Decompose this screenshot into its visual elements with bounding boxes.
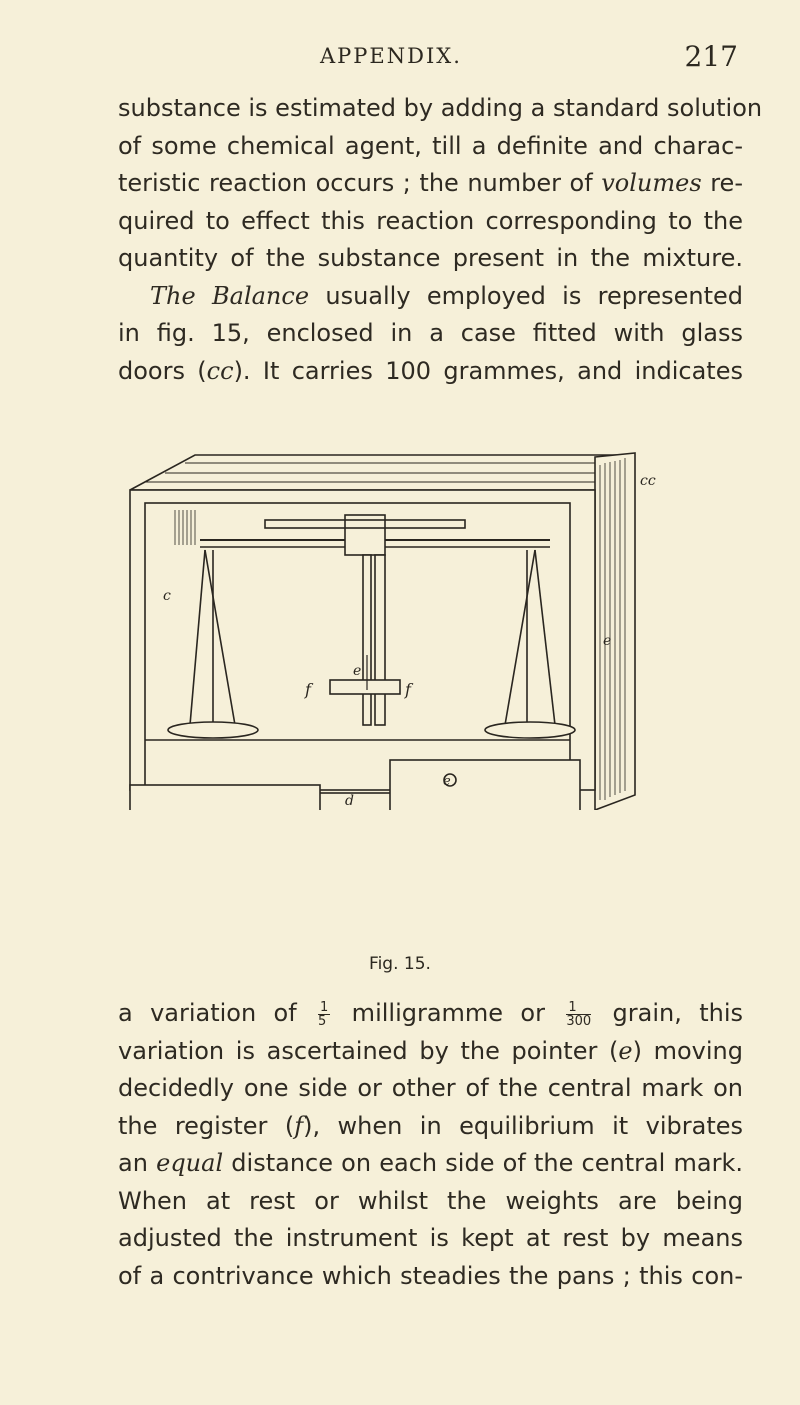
figure-caption: Fig. 15. (369, 954, 431, 974)
text-run: distance on each side of the central mark. (223, 1149, 744, 1177)
italic-run: equal (156, 1149, 224, 1177)
italic-run: volumes (601, 169, 702, 197)
text-line (118, 1258, 743, 1296)
fraction-one-three-hundredth (566, 1001, 591, 1028)
fraction-denominator: 5 (318, 1013, 327, 1029)
label-drawer-e: e (443, 774, 451, 789)
text-run: an (118, 1149, 157, 1177)
text-line (118, 1220, 743, 1258)
text-run: grain, this (595, 999, 743, 1027)
text-run: ). It carries 100 grammes, and indicates (233, 356, 743, 385)
text-line (118, 1070, 743, 1108)
text-run: in fig. 15, enclosed in a case fitted with glass (118, 319, 743, 347)
text-run: the register ( (118, 1111, 295, 1140)
text-run: quired to effect this reaction corresponding to the (118, 206, 743, 235)
page-header (120, 40, 740, 80)
text-line (118, 165, 743, 203)
fraction-one-fifth (318, 1001, 330, 1028)
italic-run: f (294, 1111, 304, 1140)
text-run: ) moving (632, 1036, 743, 1065)
text-run: When at rest or whilst the weights are being (118, 1186, 743, 1215)
fraction-denominator: 300 (566, 1013, 592, 1029)
text-run: a variation of (118, 999, 315, 1027)
text-line (118, 1108, 743, 1146)
text-run: ), when in equilibrium it vibrates (303, 1111, 744, 1140)
text-run: of some chemical agent, till a definite and charac- (118, 131, 743, 160)
paragraph-2 (118, 995, 743, 1295)
text-run: milligramme or (334, 999, 563, 1027)
text-run: usually employed is represented (309, 281, 744, 310)
text-line (118, 1183, 743, 1221)
label-register-f-left: f (305, 680, 311, 699)
text-run: variation is ascertained by the pointer ( (118, 1036, 619, 1065)
text-run: substance is estimated by adding a standard solution (118, 94, 763, 122)
text-line (118, 995, 743, 1033)
text-line (118, 1033, 743, 1071)
label-cc: cc (640, 473, 656, 489)
text-line (118, 278, 743, 316)
text-line (118, 1145, 743, 1183)
text-run: doors ( (118, 356, 207, 385)
text-run: teristic reaction occurs ; the number of (118, 169, 602, 197)
text-line (118, 203, 743, 241)
label-d: d (345, 793, 354, 809)
text-line (118, 90, 763, 128)
label-c: c (163, 588, 171, 604)
balance-illustration (105, 345, 665, 810)
text-run: adjusted the instrument is kept at rest by means (118, 1224, 743, 1252)
text-run: re- (701, 169, 743, 197)
label-register-f-right: f (405, 680, 411, 699)
italic-run: e (618, 1036, 633, 1065)
text-run: quantity of the substance present in the mixture. (118, 244, 743, 272)
fraction-numerator: 1 (320, 999, 329, 1015)
fraction-numerator: 1 (566, 1001, 591, 1015)
label-pointer-e: e (353, 663, 362, 679)
text-run: of a contrivance which steadies the pans ; this con- (118, 1261, 743, 1290)
page-number: 217 (684, 40, 738, 73)
label-right-e: e (603, 633, 612, 649)
text-line (118, 240, 743, 278)
running-head: APPENDIX. (320, 44, 462, 68)
italic-run: cc (206, 356, 234, 385)
text-line (118, 128, 743, 166)
italic-run: The Balance (150, 281, 310, 310)
text-run: decidedly one side or other of the central mark on (118, 1074, 743, 1102)
